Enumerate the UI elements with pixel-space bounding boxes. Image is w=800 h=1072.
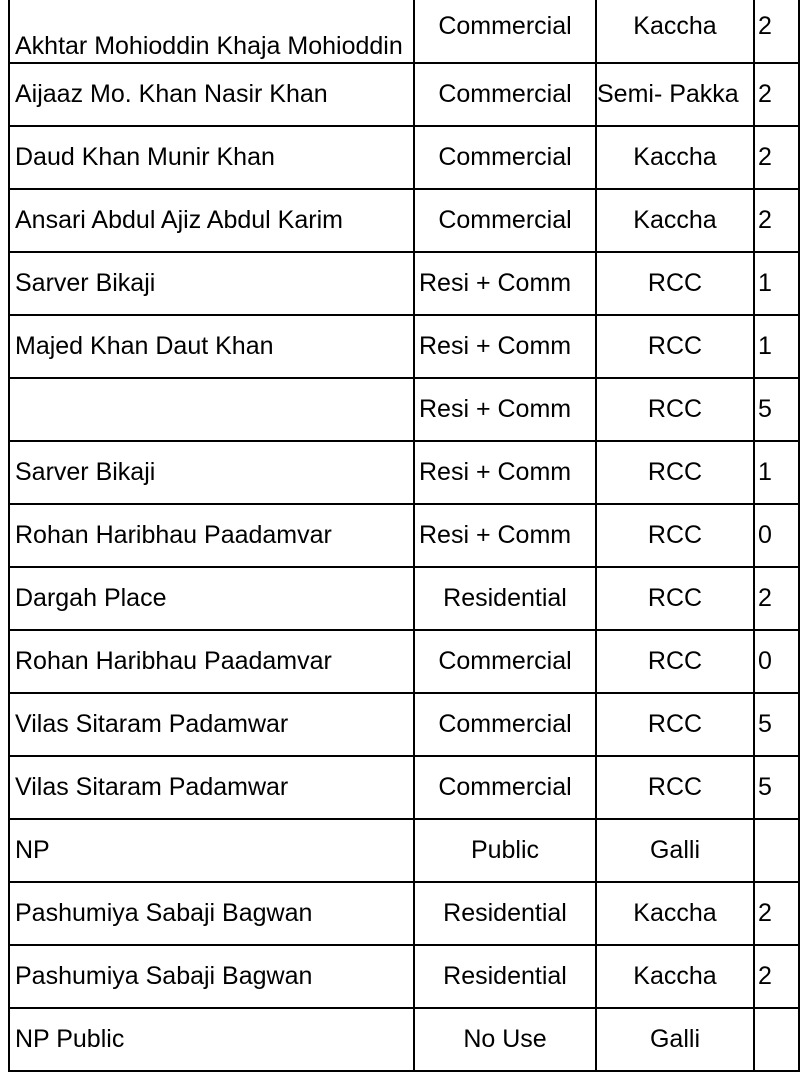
usage-cell: Commercial bbox=[414, 693, 596, 756]
usage-cell: Resi + Comm bbox=[414, 441, 596, 504]
table-row bbox=[9, 252, 799, 315]
owner-name-cell: Rohan Haribhau Paadamvar bbox=[9, 630, 414, 693]
owner-name-cell: Sarver Bikaji bbox=[9, 252, 414, 315]
usage-cell: No Use bbox=[414, 1008, 596, 1071]
table-row bbox=[9, 567, 799, 630]
number-cell: 5 bbox=[754, 378, 799, 441]
table-row bbox=[9, 693, 799, 756]
construction-type-cell: RCC bbox=[596, 252, 754, 315]
table-row bbox=[9, 756, 799, 819]
construction-type-cell: RCC bbox=[596, 315, 754, 378]
construction-type-cell: Kaccha bbox=[596, 0, 754, 63]
owner-name-cell: Daud Khan Munir Khan bbox=[9, 126, 414, 189]
number-cell: 2 bbox=[754, 0, 799, 63]
number-cell: 2 bbox=[754, 945, 799, 1008]
number-cell: 2 bbox=[754, 882, 799, 945]
table-row bbox=[9, 819, 799, 882]
construction-type-cell: Kaccha bbox=[596, 882, 754, 945]
owner-name-cell: Ansari Abdul Ajiz Abdul Karim bbox=[9, 189, 414, 252]
owner-name-cell: Pashumiya Sabaji Bagwan bbox=[9, 945, 414, 1008]
usage-cell: Commercial bbox=[414, 63, 596, 126]
owner-name-cell bbox=[9, 378, 414, 441]
owner-name-cell: Majed Khan Daut Khan bbox=[9, 315, 414, 378]
owner-name-cell: NP Public bbox=[9, 1008, 414, 1071]
owner-name-cell: NP bbox=[9, 819, 414, 882]
owner-name-cell: Rohan Haribhau Paadamvar bbox=[9, 504, 414, 567]
usage-cell: Resi + Comm bbox=[414, 315, 596, 378]
owner-name-cell: Vilas Sitaram Padamwar bbox=[9, 693, 414, 756]
number-cell: 0 bbox=[754, 630, 799, 693]
construction-type-cell: RCC bbox=[596, 441, 754, 504]
number-cell: 5 bbox=[754, 693, 799, 756]
table-row bbox=[9, 630, 799, 693]
number-cell: 1 bbox=[754, 252, 799, 315]
usage-cell: Commercial bbox=[414, 630, 596, 693]
table-row bbox=[9, 63, 799, 126]
table-row bbox=[9, 882, 799, 945]
owner-name-cell: Dargah Place bbox=[9, 567, 414, 630]
construction-type-cell: Kaccha bbox=[596, 126, 754, 189]
construction-type-cell: Kaccha bbox=[596, 189, 754, 252]
table-row bbox=[9, 315, 799, 378]
usage-cell: Residential bbox=[414, 567, 596, 630]
construction-type-cell: RCC bbox=[596, 630, 754, 693]
usage-cell: Public bbox=[414, 819, 596, 882]
property-table bbox=[8, 0, 800, 1072]
table-row bbox=[9, 504, 799, 567]
number-cell: 5 bbox=[754, 756, 799, 819]
table-row bbox=[9, 378, 799, 441]
number-cell bbox=[754, 819, 799, 882]
number-cell: 2 bbox=[754, 126, 799, 189]
usage-cell: Resi + Comm bbox=[414, 378, 596, 441]
usage-cell: Commercial bbox=[414, 756, 596, 819]
number-cell: 1 bbox=[754, 315, 799, 378]
owner-name-cell: Akhtar Mohioddin Khaja Mohioddin bbox=[9, 0, 414, 63]
construction-type-cell: RCC bbox=[596, 693, 754, 756]
number-cell: 2 bbox=[754, 63, 799, 126]
owner-name-cell: Aijaaz Mo. Khan Nasir Khan bbox=[9, 63, 414, 126]
usage-cell: Commercial bbox=[414, 189, 596, 252]
construction-type-cell: Semi- Pakka bbox=[596, 63, 754, 126]
table-row bbox=[9, 441, 799, 504]
number-cell: 2 bbox=[754, 189, 799, 252]
construction-type-cell: Kaccha bbox=[596, 945, 754, 1008]
table-row bbox=[9, 0, 799, 63]
construction-type-cell: RCC bbox=[596, 378, 754, 441]
usage-cell: Residential bbox=[414, 945, 596, 1008]
number-cell: 2 bbox=[754, 567, 799, 630]
construction-type-cell: Galli bbox=[596, 819, 754, 882]
construction-type-cell: RCC bbox=[596, 504, 754, 567]
table-row bbox=[9, 126, 799, 189]
number-cell bbox=[754, 1008, 799, 1071]
construction-type-cell: RCC bbox=[596, 756, 754, 819]
number-cell: 1 bbox=[754, 441, 799, 504]
table-row bbox=[9, 189, 799, 252]
table-row bbox=[9, 945, 799, 1008]
construction-type-cell: Galli bbox=[596, 1008, 754, 1071]
usage-cell: Resi + Comm bbox=[414, 252, 596, 315]
construction-type-cell: RCC bbox=[596, 567, 754, 630]
table-row bbox=[9, 1008, 799, 1071]
owner-name-cell: Sarver Bikaji bbox=[9, 441, 414, 504]
owner-name-cell: Pashumiya Sabaji Bagwan bbox=[9, 882, 414, 945]
usage-cell: Commercial bbox=[414, 0, 596, 63]
usage-cell: Resi + Comm bbox=[414, 504, 596, 567]
usage-cell: Residential bbox=[414, 882, 596, 945]
usage-cell: Commercial bbox=[414, 126, 596, 189]
number-cell: 0 bbox=[754, 504, 799, 567]
owner-name-cell: Vilas Sitaram Padamwar bbox=[9, 756, 414, 819]
